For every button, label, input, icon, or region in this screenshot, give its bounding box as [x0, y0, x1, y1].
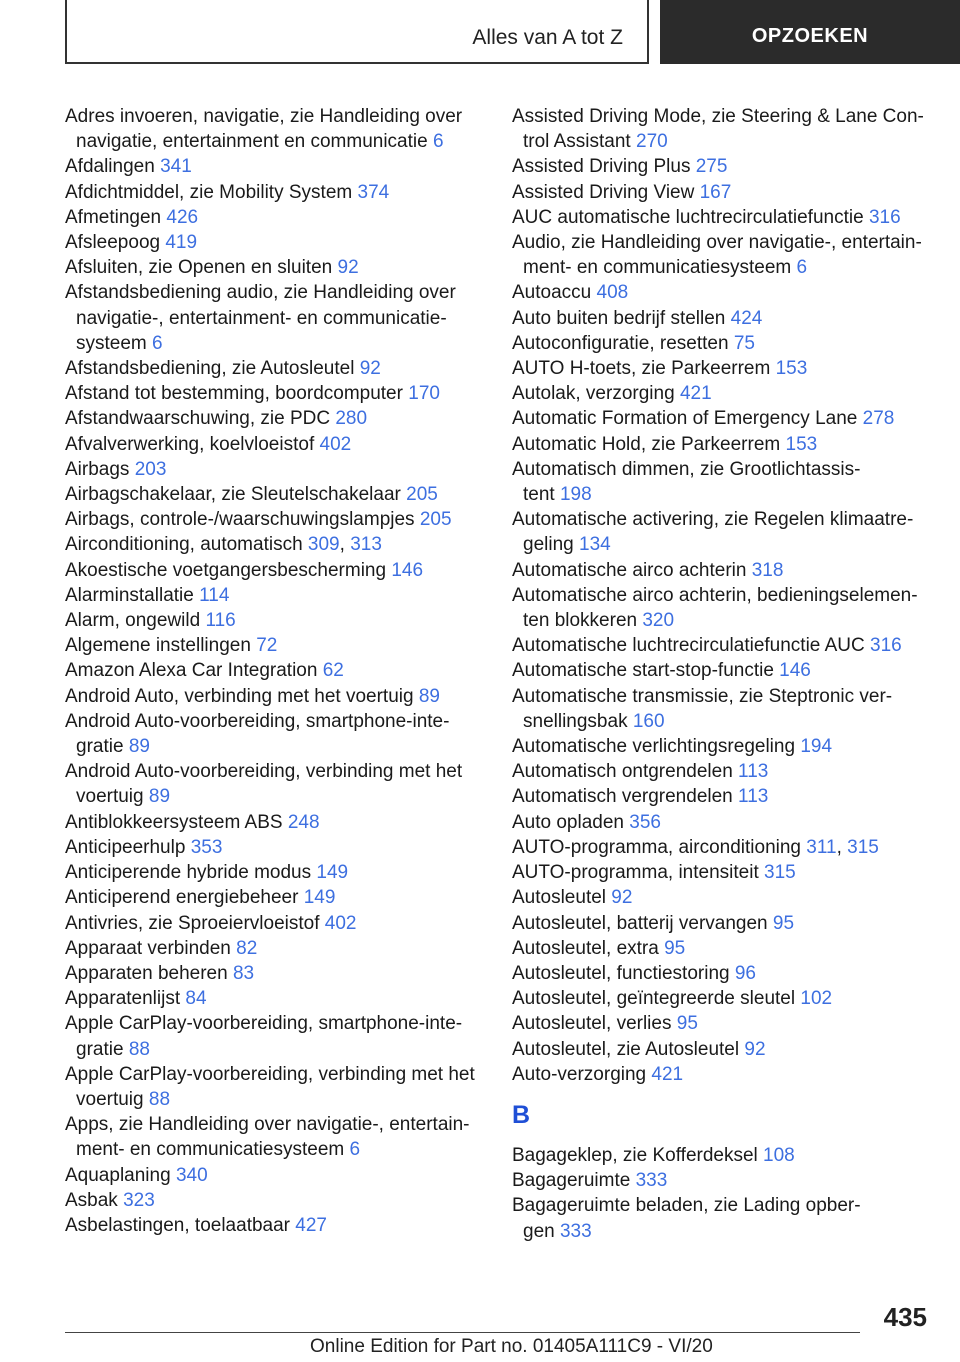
- index-entry-text: AUC automatische luchtrecirculatiefunctie: [512, 206, 864, 228]
- index-entry-text: Airbags: [65, 458, 130, 480]
- index-entry-text: Airbags, controle-/waarschuwingslampjes: [65, 509, 415, 531]
- index-entry-text: snellingsbak: [523, 710, 628, 732]
- page-reference-link[interactable]: 92: [611, 887, 633, 909]
- page-reference-link[interactable]: 205: [419, 509, 452, 531]
- index-entry: [512, 205, 932, 230]
- index-entry-text: Automatische luchtrecirculatiefunctie AUC: [512, 635, 865, 657]
- page-reference-link[interactable]: 315: [764, 862, 796, 884]
- page-reference-link[interactable]: 113: [738, 786, 769, 808]
- index-entry-text: Apps, zie Handleiding over navigatie-, entertain-: [65, 1114, 470, 1136]
- page-reference-link[interactable]: 89: [418, 685, 440, 707]
- page-reference-link[interactable]: 194: [800, 736, 833, 758]
- page-reference-link[interactable]: 198: [559, 484, 592, 506]
- index-entry-text: ment- en communicatiesysteem: [523, 257, 792, 279]
- page-reference-link[interactable]: 84: [185, 988, 207, 1010]
- index-entry: [512, 457, 932, 507]
- page-reference-link[interactable]: 374: [357, 181, 390, 203]
- index-entry-text: Auto-verzorging: [512, 1063, 647, 1085]
- index-entry: [512, 331, 932, 356]
- index-entry: [512, 154, 932, 179]
- page-reference-link[interactable]: 92: [337, 257, 359, 279]
- index-letter-heading: B: [512, 1100, 531, 1129]
- index-entry-text: Afstandwaarschuwing, zie PDC: [65, 408, 331, 430]
- index-entry-text: Automatische start-stop-functie: [512, 660, 774, 682]
- index-entry-text: Anticipeerhulp: [65, 836, 186, 858]
- index-entry-text: Auto buiten bedrijf stellen: [512, 307, 726, 329]
- page-reference-link[interactable]: 275: [695, 156, 728, 178]
- index-entry-text: Afvalverwerking, koelvloeistof: [65, 433, 315, 455]
- page-reference-link[interactable]: 402: [319, 433, 352, 455]
- index-entry: [512, 356, 932, 381]
- index-entry-text: Automatisch ontgrendelen: [512, 761, 733, 783]
- index-entry: [65, 230, 485, 255]
- index-entry: [512, 986, 932, 1011]
- index-entry: [512, 658, 932, 683]
- index-entry: [512, 230, 932, 280]
- index-column-right: [512, 104, 932, 1244]
- page-reference-link[interactable]: 116: [205, 610, 236, 632]
- index-entry: [512, 280, 932, 305]
- header-box: [65, 0, 649, 64]
- index-entry-text: AUTO-programma, intensiteit: [512, 862, 759, 884]
- page-reference-link[interactable]: 311: [806, 836, 837, 858]
- index-entry-text: Antiblokkeersysteem ABS: [65, 811, 283, 833]
- index-entry: [512, 381, 932, 406]
- page-reference-link[interactable]: 427: [295, 1214, 327, 1236]
- page-reference-link[interactable]: 75: [733, 332, 755, 354]
- page-reference-link[interactable]: 92: [359, 358, 381, 380]
- index-entry: [512, 860, 932, 885]
- index-entry: [65, 936, 485, 961]
- page-reference-link[interactable]: 205: [406, 484, 438, 506]
- page-reference-link[interactable]: 149: [316, 862, 349, 884]
- page-reference-link[interactable]: 92: [744, 1038, 766, 1060]
- index-entry: [65, 684, 485, 709]
- index-entry-text: navigatie-, entertainment- en communicatie-: [76, 307, 447, 329]
- index-entry: [65, 255, 485, 280]
- index-entry-text: Akoestische voetgangersbescherming: [65, 559, 387, 581]
- index-entry: [65, 583, 485, 608]
- page-reference-link[interactable]: 6: [349, 1139, 361, 1161]
- index-entry: [65, 1213, 485, 1238]
- page-reference-link[interactable]: 316: [868, 206, 901, 228]
- index-entry-text: gratie: [76, 1038, 124, 1060]
- index-entry: [512, 784, 932, 809]
- index-entry-text: Autosleutel, zie Autosleutel: [512, 1038, 740, 1060]
- index-entry: [512, 885, 932, 910]
- page-reference-link[interactable]: 108: [763, 1144, 795, 1166]
- page-reference-link[interactable]: 309: [307, 534, 340, 556]
- page-reference-link[interactable]: 89: [128, 736, 150, 758]
- index-entry-text: Afmetingen: [65, 206, 162, 228]
- index-entry: [512, 810, 932, 835]
- index-entry: [512, 1037, 932, 1062]
- index-entry-text: Airconditioning, automatisch: [65, 534, 303, 556]
- index-entry: [65, 1062, 485, 1112]
- index-entry: [65, 1011, 485, 1061]
- index-entry-text: Autosleutel, extra: [512, 937, 659, 959]
- index-entry-text: Apparaten beheren: [65, 962, 228, 984]
- index-entry-text: Automatisch vergrendelen: [512, 786, 733, 808]
- index-entry-text: Automatische airco achterin: [512, 559, 747, 581]
- index-entry: [512, 911, 932, 936]
- index-entry: [512, 1062, 932, 1087]
- index-entry-text: Assisted Driving View: [512, 181, 695, 203]
- index-entry-text: Autolak, verzorging: [512, 383, 675, 405]
- page-reference-link[interactable]: 88: [148, 1088, 171, 1110]
- index-entry-text: Automatische transmissie, zie Steptronic ver-: [512, 685, 893, 707]
- index-entry: [512, 180, 932, 205]
- index-entry: [65, 633, 485, 658]
- page-reference-link[interactable]: 160: [632, 710, 665, 732]
- page-reference-link[interactable]: 323: [123, 1189, 155, 1211]
- footer-edition: Online Edition for Part no. 01405A111C9 - VI/20: [310, 1336, 713, 1357]
- index-entry-text: Automatisch dimmen, zie Grootlichtassis-: [512, 458, 861, 480]
- index-column-left: [65, 104, 485, 1238]
- index-entry: [512, 1193, 932, 1243]
- index-entry: [512, 734, 932, 759]
- index-entry: [65, 356, 485, 381]
- page-reference-link[interactable]: 424: [730, 307, 763, 329]
- page-reference-link[interactable]: 316: [870, 635, 902, 657]
- index-entry: [512, 406, 932, 431]
- page-reference-link[interactable]: 421: [679, 383, 712, 405]
- index-entry: [65, 911, 485, 936]
- page-reference-link[interactable]: 278: [862, 408, 895, 430]
- page-reference-link[interactable]: 270: [636, 131, 668, 153]
- page-reference-link[interactable]: 426: [166, 206, 199, 228]
- index-entry-text: Afsleepoog: [65, 232, 161, 254]
- index-entry-text: AUTO-programma, airconditioning: [512, 836, 801, 858]
- page-reference-link[interactable]: 408: [596, 282, 629, 304]
- page-reference-link[interactable]: 95: [664, 937, 686, 959]
- index-entry: [512, 1143, 932, 1168]
- index-entry-text: tent: [523, 484, 555, 506]
- index-entry-text: Autosleutel: [512, 887, 607, 909]
- index-entry-text: gen: [523, 1220, 555, 1242]
- index-entry: [512, 583, 932, 633]
- page-reference-link[interactable]: 248: [287, 811, 320, 833]
- index-entry: [65, 658, 485, 683]
- index-entry: [65, 432, 485, 457]
- index-entry: [65, 154, 485, 179]
- index-entry-text: Apple CarPlay-voorbereiding, smartphone-inte-: [65, 1013, 463, 1035]
- index-entry-text: Android Auto-voorbereiding, verbinding met het: [65, 761, 463, 783]
- page-reference-link[interactable]: 167: [699, 181, 732, 203]
- index-entry-text: Automatische verlichtingsregeling: [512, 736, 796, 758]
- index-entry-text: Amazon Alexa Car Integration: [65, 660, 318, 682]
- page-reference-link[interactable]: 340: [175, 1164, 208, 1186]
- index-entry-text: ment- en communicatiesysteem: [76, 1139, 345, 1161]
- index-entry: [65, 835, 485, 860]
- index-entry: [65, 759, 485, 809]
- index-entry-text: voertuig: [76, 1088, 144, 1110]
- page-reference-link[interactable]: 6: [432, 131, 444, 153]
- page-reference-link[interactable]: 72: [256, 635, 278, 657]
- index-entry-text: Airbagschakelaar, zie Sleutelschakelaar: [65, 484, 401, 506]
- page-reference-link[interactable]: 313: [350, 534, 382, 556]
- index-entry-text: Autosleutel, batterij vervangen: [512, 912, 768, 934]
- index-entry: AUTO-programma, airconditioning 311, 315: [512, 836, 879, 858]
- page-reference-link[interactable]: 113: [738, 761, 769, 783]
- page-reference-link[interactable]: 95: [676, 1013, 698, 1035]
- index-entry: [65, 1188, 485, 1213]
- index-entry: [512, 432, 932, 457]
- index-entry-text: Bagageruimte beladen, zie Lading opber-: [512, 1195, 861, 1217]
- page-reference-link[interactable]: 333: [635, 1170, 668, 1192]
- index-entry-text: Afdalingen: [65, 156, 155, 178]
- index-entry-text: Alarm, ongewild: [65, 610, 201, 632]
- index-entry: [65, 406, 485, 431]
- index-entry: [65, 180, 485, 205]
- index-entry: [65, 482, 485, 507]
- index-entry: [512, 104, 932, 154]
- page-reference-link[interactable]: 83: [232, 962, 255, 984]
- index-entry-text: Asbak: [65, 1189, 118, 1211]
- index-entry-text: Automatische airco achterin, bedieningselemen-: [512, 584, 918, 606]
- page-reference-link[interactable]: 421: [651, 1063, 684, 1085]
- index-entry: [512, 507, 932, 557]
- page-reference-link[interactable]: 102: [800, 988, 833, 1010]
- page-reference-link[interactable]: 280: [335, 408, 368, 430]
- index-entry: [512, 1011, 932, 1036]
- index-entry: Airconditioning, automatisch 309, 313: [65, 534, 382, 556]
- index-entry-text: Afstandsbediening, zie Autosleutel: [65, 358, 355, 380]
- page-reference-link[interactable]: 203: [134, 458, 167, 480]
- index-entry: [512, 961, 932, 986]
- page-reference-link[interactable]: 333: [559, 1220, 592, 1242]
- page-reference-link[interactable]: 170: [408, 383, 440, 405]
- page-reference-link[interactable]: 89: [148, 786, 171, 808]
- index-entry-text: Android Auto-voorbereiding, smartphone-inte-: [65, 710, 450, 732]
- index-entry: [512, 306, 932, 331]
- index-entry: [65, 1112, 485, 1162]
- index-entry-text: ten blokkeren: [523, 610, 638, 632]
- index-entry-text: Alarminstallatie: [65, 584, 194, 606]
- index-entry: [65, 1163, 485, 1188]
- index-entry: [65, 507, 485, 532]
- index-entry: [512, 759, 932, 784]
- index-entry: [65, 280, 485, 356]
- page-reference-link[interactable]: 96: [734, 962, 756, 984]
- page-reference-link[interactable]: 146: [391, 559, 424, 581]
- index-entry-text: systeem: [76, 332, 147, 354]
- index-entry: [65, 104, 485, 154]
- index-entry: [65, 558, 485, 583]
- index-entry-text: trol Assistant: [523, 131, 631, 153]
- page-reference-link[interactable]: 153: [775, 358, 808, 380]
- index-entry: [65, 961, 485, 986]
- page-reference-link[interactable]: 88: [128, 1038, 150, 1060]
- section-tab[interactable]: OPZOEKEN: [660, 0, 960, 64]
- index-entry-text: voertuig: [76, 786, 144, 808]
- page-reference-link[interactable]: 146: [779, 660, 811, 682]
- index-entry: [512, 936, 932, 961]
- page-reference-link[interactable]: 318: [751, 559, 784, 581]
- page-reference-link[interactable]: 95: [772, 912, 795, 934]
- page-reference-link[interactable]: 320: [642, 610, 675, 632]
- index-entry-text: Auto opladen: [512, 811, 624, 833]
- index-entry-text: Adres invoeren, navigatie, zie Handleiding over: [65, 106, 463, 127]
- index-entry: [65, 810, 485, 835]
- page-reference-link[interactable]: 341: [160, 156, 192, 178]
- index-entry-text: AUTO H-toets, zie Parkeerrem: [512, 358, 771, 380]
- page-reference-link[interactable]: 153: [785, 433, 818, 455]
- index-entry-text: Automatic Formation of Emergency Lane: [512, 408, 858, 430]
- index-entry-text: Automatic Hold, zie Parkeerrem: [512, 433, 781, 455]
- index-entry-text: Automatische activering, zie Regelen klimaatre-: [512, 509, 914, 531]
- index-entry-text: Autoaccu: [512, 282, 592, 304]
- index-entry-text: Autosleutel, verlies: [512, 1013, 672, 1035]
- index-entry-text: Asbelastingen, toelaatbaar: [65, 1214, 290, 1236]
- page-number: 435: [883, 1302, 927, 1332]
- index-entry: [65, 205, 485, 230]
- index-entry-text: Algemene instellingen: [65, 635, 251, 657]
- index-entry-text: Afstandsbediening audio, zie Handleiding over: [65, 282, 456, 304]
- page-reference-link[interactable]: 134: [579, 534, 611, 556]
- page-reference-link[interactable]: 402: [324, 912, 357, 934]
- index-entry-text: geling: [523, 534, 574, 556]
- index-entry: [65, 457, 485, 482]
- index-entry-text: Afsluiten, zie Openen en sluiten: [65, 257, 333, 279]
- index-entry-text: Autoconfiguratie, resetten: [512, 332, 729, 354]
- index-entry-text: Autosleutel, geïntegreerde sleutel: [512, 988, 796, 1010]
- index-entry-text: Anticiperende hybride modus: [65, 862, 312, 884]
- index-entry: [65, 885, 485, 910]
- index-entry-text: Afstand tot bestemming, boordcomputer: [65, 383, 403, 405]
- index-entry-text: Apple CarPlay-voorbereiding, verbinding met het: [65, 1063, 475, 1085]
- index-entry: [65, 381, 485, 406]
- page-reference-link[interactable]: 149: [303, 887, 336, 909]
- index-entry-text: Assisted Driving Plus: [512, 156, 691, 178]
- index-entry-text: Afdichtmiddel, zie Mobility System: [65, 181, 353, 203]
- index-entry: [512, 633, 932, 658]
- index-entry: [512, 684, 932, 734]
- page-reference-link[interactable]: 6: [796, 257, 808, 279]
- index-entry-text: gratie: [76, 736, 124, 758]
- section-title: Alles van A tot Z: [472, 26, 623, 49]
- index-entry-text: Antivries, zie Sproeiervloeistof: [65, 912, 320, 934]
- index-entry: [512, 558, 932, 583]
- page-reference-link[interactable]: 82: [236, 937, 258, 959]
- index-entry: [512, 1168, 932, 1193]
- index-entry: [65, 709, 485, 759]
- index-entry-text: Audio, zie Handleiding over navigatie-, entertain-: [512, 232, 922, 254]
- index-entry-text: navigatie, entertainment en communicatie: [76, 131, 428, 153]
- index-entry-text: Autosleutel, functiestoring: [512, 962, 730, 984]
- index-entry-text: Apparatenlijst: [65, 988, 181, 1010]
- page-reference-link[interactable]: 356: [629, 811, 661, 833]
- index-entry-text: Aquaplaning: [65, 1164, 171, 1186]
- index-entry-text: Bagageruimte: [512, 1170, 631, 1192]
- page-reference-link[interactable]: 353: [190, 836, 223, 858]
- page-reference-link[interactable]: 419: [165, 232, 198, 254]
- index-entry-text: Anticiperend energiebeheer: [65, 887, 299, 909]
- index-entry: [65, 860, 485, 885]
- page-reference-link[interactable]: 6: [152, 332, 163, 354]
- index-entry: [65, 608, 485, 633]
- page-reference-link[interactable]: 114: [199, 584, 230, 606]
- page-reference-link[interactable]: 62: [322, 660, 344, 682]
- index-entry: [65, 986, 485, 1011]
- index-entry-text: Android Auto, verbinding met het voertuig: [65, 685, 414, 707]
- page-reference-link[interactable]: 315: [847, 836, 879, 858]
- index-entry-text: Apparaat verbinden: [65, 937, 231, 959]
- index-entry-text: Assisted Driving Mode, zie Steering & Lane Con-: [512, 106, 924, 127]
- footer-divider: [65, 1332, 860, 1333]
- index-entry-text: Bagageklep, zie Kofferdeksel: [512, 1144, 758, 1166]
